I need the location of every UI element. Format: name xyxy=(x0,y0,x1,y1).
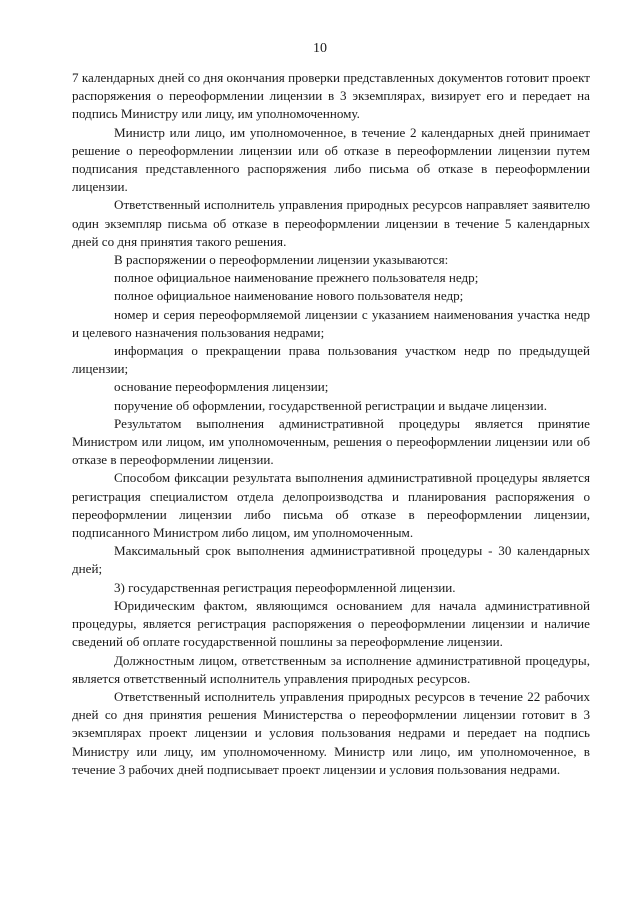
paragraph: Юридическим фактом, являющимся основанием для начала административной процедуры, является регистрация распоряжения о переоформлении лицензии и наличие сведений об оплате государственной пошлины за переоформление лицензии. xyxy=(72,597,590,650)
paragraph: Должностным лицом, ответственным за исполнение административной процедуры, является ответственный исполнитель управления природных ресурсов. xyxy=(72,652,590,686)
paragraph: Ответственный исполнитель управления природных ресурсов направляет заявителю один экземпляр письма об отказе в переоформлении лицензии в течение 5 календарных дней со дня принятия такого решения. xyxy=(72,197,590,249)
paragraph: Максимальный срок выполнения административной процедуры - 30 календарных дней; xyxy=(72,543,590,577)
list-item: поручение об оформлении, государственной регистрации и выдаче лицензии. xyxy=(114,397,547,413)
page-number: 10 xyxy=(313,41,327,56)
paragraph-continuation: 7 календарных дней со дня окончания проверки представленных документов готовит проект распоряжения о переоформлении лицензии в 3 экземплярах, визирует его и передает на подпись Министру или лицу, им уполномоченному. xyxy=(72,70,590,122)
section-heading: 3) государственная регистрация переоформленной лицензии. xyxy=(114,579,456,595)
list-item: номер и серия переоформляемой лицензии с указанием наименования участка недр и целевого назначения пользования недрами; xyxy=(72,306,590,340)
list-item: полное официальное наименование прежнего пользователя недр; xyxy=(114,270,479,286)
paragraph: В распоряжении о переоформлении лицензии указываются: xyxy=(114,252,449,268)
paragraph: Ответственный исполнитель управления природных ресурсов в течение 22 рабочих дней со дня принятия решения Министерства о переоформлении лицензии готовит в 3 экземплярах проект лицензии и условия пользования недрами и передает на подпись Министру или лицу, им уполномоченному. Министр или лицо, им уполномоченное, в течение 3 рабочих дней подписывает проект лицензии и условия пользования недрами. xyxy=(72,688,590,777)
list-item: полное официальное наименование нового пользователя недр; xyxy=(114,288,464,304)
document-body xyxy=(72,69,590,779)
list-item: основание переоформления лицензии; xyxy=(114,379,329,395)
paragraph: Результатом выполнения административной процедуры является принятие Министром или лицом, им уполномоченным, решения о переоформлении лицензии или об отказе в переоформлении лицензии. xyxy=(72,415,590,468)
list-item: информация о прекращении права пользования участком недр по предыдущей лицензии; xyxy=(72,343,590,377)
paragraph: Способом фиксации результата выполнения административной процедуры является регистрация специалистом отдела делопроизводства и планирования распоряжения о переоформлении лицензии либо письма об отказе в переоформлении лицензии, подписанного Министром либо лицом, им уполномоченным. xyxy=(72,470,590,541)
paragraph: Министр или лицо, им уполномоченное, в течение 2 календарных дней принимает решение о переоформлении лицензии или об отказе в переоформлении лицензии путем подписания представленного распоряжения либо письма об отказе в переоформлении лицензии. xyxy=(72,124,590,195)
